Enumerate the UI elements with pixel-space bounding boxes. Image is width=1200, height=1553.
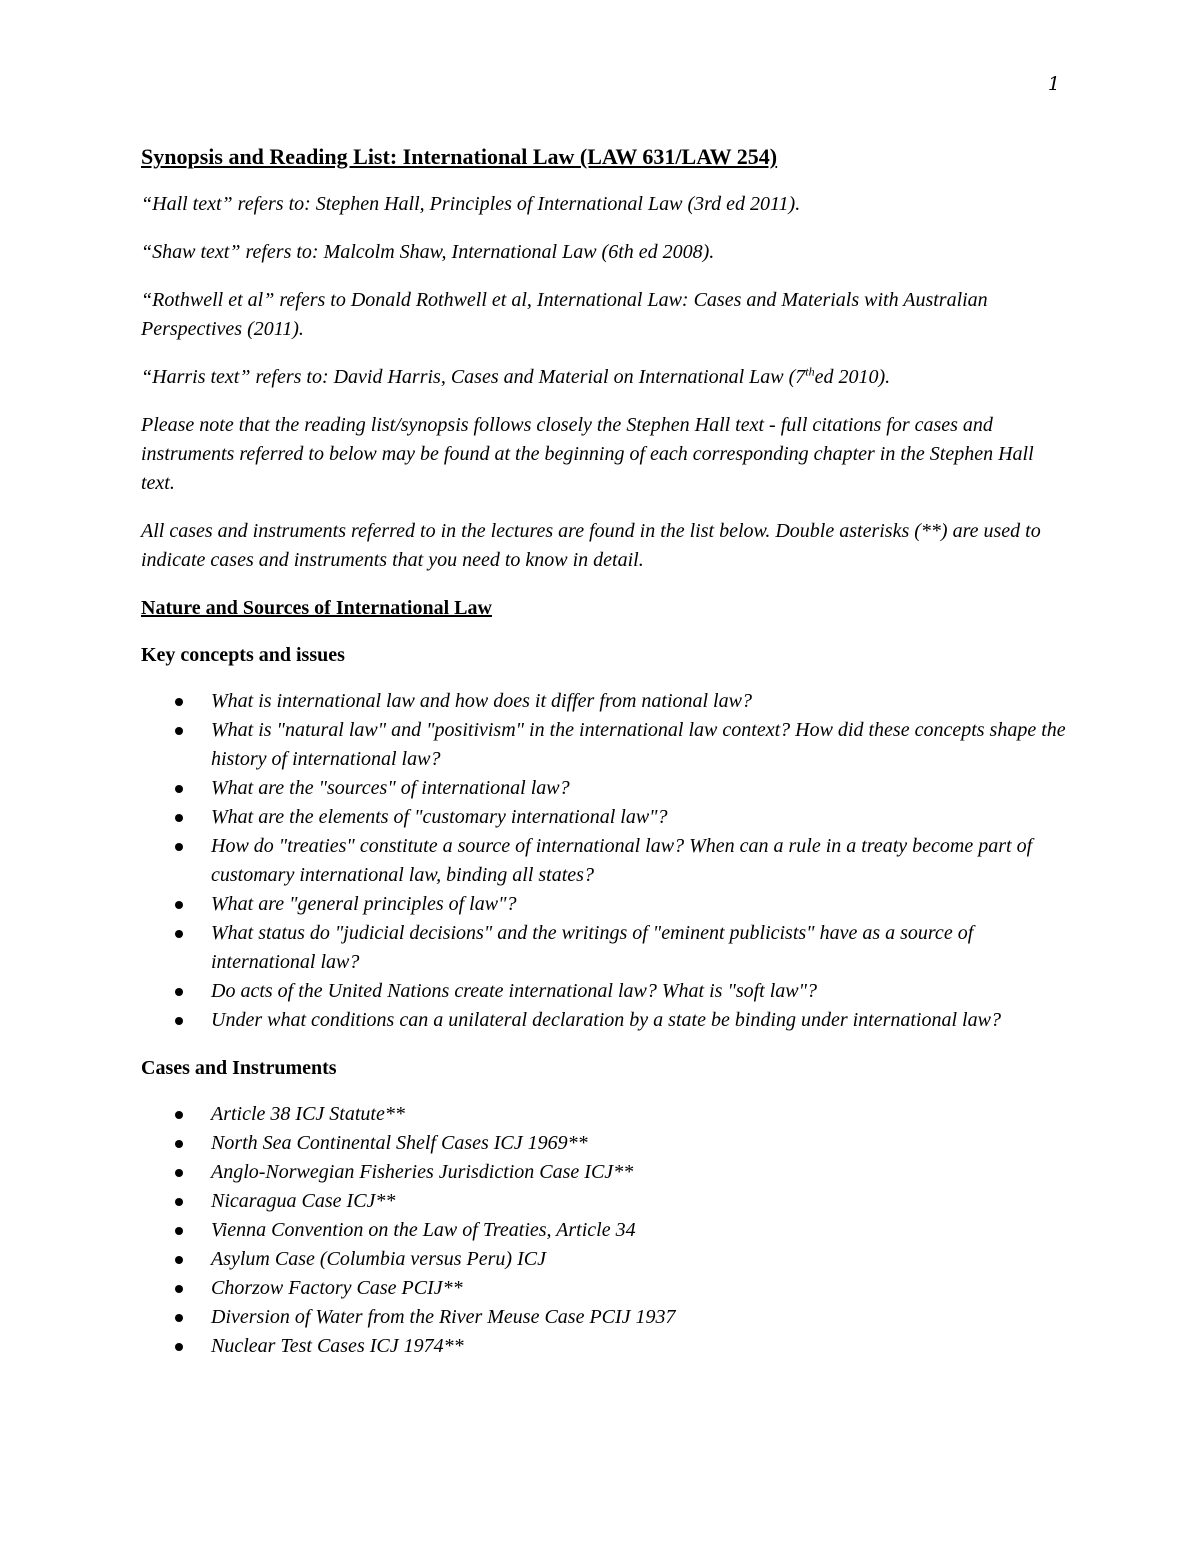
- bullet-icon: [175, 930, 183, 938]
- key-concept-item-text: What is international law and how does it differ from national law?: [211, 690, 752, 712]
- bullet-icon: [175, 1227, 183, 1235]
- bullet-icon: [175, 814, 183, 822]
- reading-list-note: Please note that the reading list/synopsis follows closely the Stephen Hall text - full citations for cases and instruments referred to below may be found at the beginning of each corresponding chapter in the Stephen Hall text.: [141, 414, 1034, 494]
- key-concept-item-text: What are the "sources" of international law?: [211, 777, 570, 799]
- case-item: [141, 1187, 1071, 1216]
- section-heading: Nature and Sources of International Law: [141, 597, 492, 619]
- case-item: [141, 1274, 1071, 1303]
- document-body: [141, 142, 1071, 1380]
- bullet-icon: [175, 1285, 183, 1293]
- key-concept-item: [141, 1006, 1071, 1035]
- bullet-icon: [175, 698, 183, 706]
- case-item-text: Nicaragua Case ICJ**: [211, 1190, 396, 1212]
- case-item: [141, 1100, 1071, 1129]
- bullet-icon: [175, 901, 183, 909]
- key-concept-item: [141, 774, 1071, 803]
- bullet-icon: [175, 1111, 183, 1119]
- key-concept-item-text: What status do "judicial decisions" and the writings of "eminent publicists" have as a source of international law?: [211, 922, 974, 973]
- case-item-text: Article 38 ICJ Statute**: [211, 1103, 405, 1125]
- case-item: [141, 1158, 1071, 1187]
- reference-harris-text-end: ed 2010).: [814, 366, 891, 388]
- case-item-text: Asylum Case (Columbia versus Peru) ICJ: [211, 1248, 546, 1270]
- key-concept-item: [141, 716, 1071, 774]
- key-concept-item: [141, 977, 1071, 1006]
- reference-harris-text: “Harris text” refers to: David Harris, Cases and Material on International Law (7: [141, 366, 806, 388]
- reference-shaw: “Shaw text” refers to: Malcolm Shaw, International Law (6th ed 2008).: [141, 241, 715, 263]
- key-concept-item: [141, 832, 1071, 890]
- key-concepts-heading: Key concepts and issues: [141, 644, 345, 666]
- bullet-icon: [175, 1314, 183, 1322]
- reference-rothwell: “Rothwell et al” refers to Donald Rothwell et al, International Law: Cases and Materials with Australian Perspectives (2011).: [141, 289, 988, 340]
- case-item-text: Chorzow Factory Case PCIJ**: [211, 1277, 463, 1299]
- case-item-text: Anglo-Norwegian Fisheries Jurisdiction Case ICJ**: [211, 1161, 634, 1183]
- bullet-icon: [175, 785, 183, 793]
- case-item-text: North Sea Continental Shelf Cases ICJ 1969**: [211, 1132, 588, 1154]
- key-concept-item-text: What are "general principles of law"?: [211, 893, 517, 915]
- key-concepts-list: [141, 687, 1071, 1035]
- key-concept-item-text: How do "treaties" constitute a source of international law? When can a rule in a treaty become part of customary international law, binding all states?: [211, 835, 1033, 886]
- asterisk-note: All cases and instruments referred to in the lectures are found in the list below. Double asterisks (**) are used to indicate cases and instruments that you need to know in detail.: [141, 520, 1041, 571]
- case-item-text: Vienna Convention on the Law of Treaties, Article 34: [211, 1219, 636, 1241]
- bullet-icon: [175, 1256, 183, 1264]
- case-item-text: Diversion of Water from the River Meuse Case PCIJ 1937: [211, 1306, 676, 1328]
- key-concept-item-text: What is "natural law" and "positivism" in the international law context? How did these concepts shape the history of international law?: [211, 719, 1066, 770]
- page-number: 1: [1047, 73, 1060, 95]
- cases-heading: Cases and Instruments: [141, 1057, 337, 1079]
- key-concept-item-text: What are the elements of "customary international law"?: [211, 806, 668, 828]
- document-title: Synopsis and Reading List: International Law (LAW 631/LAW 254): [141, 144, 778, 169]
- reference-harris-superscript: th: [805, 364, 815, 379]
- reference-harris: [141, 363, 1071, 392]
- case-item: [141, 1129, 1071, 1158]
- key-concept-item: [141, 919, 1071, 977]
- case-item: [141, 1216, 1071, 1245]
- key-concept-item: [141, 803, 1071, 832]
- bullet-icon: [175, 1017, 183, 1025]
- reference-hall: “Hall text” refers to: Stephen Hall, Principles of International Law (3rd ed 2011).: [141, 193, 801, 215]
- bullet-icon: [175, 1169, 183, 1177]
- bullet-icon: [175, 1140, 183, 1148]
- key-concept-item-text: Do acts of the United Nations create international law? What is "soft law"?: [211, 980, 818, 1002]
- bullet-icon: [175, 1343, 183, 1351]
- case-item: [141, 1303, 1071, 1332]
- cases-list: [141, 1100, 1071, 1361]
- bullet-icon: [175, 727, 183, 735]
- key-concept-item: [141, 687, 1071, 716]
- case-item: [141, 1245, 1071, 1274]
- case-item-text: Nuclear Test Cases ICJ 1974**: [211, 1335, 464, 1357]
- bullet-icon: [175, 1198, 183, 1206]
- bullet-icon: [175, 843, 183, 851]
- key-concept-item-text: Under what conditions can a unilateral declaration by a state be binding under international law?: [211, 1009, 1001, 1031]
- case-item: [141, 1332, 1071, 1361]
- bullet-icon: [175, 988, 183, 996]
- key-concept-item: [141, 890, 1071, 919]
